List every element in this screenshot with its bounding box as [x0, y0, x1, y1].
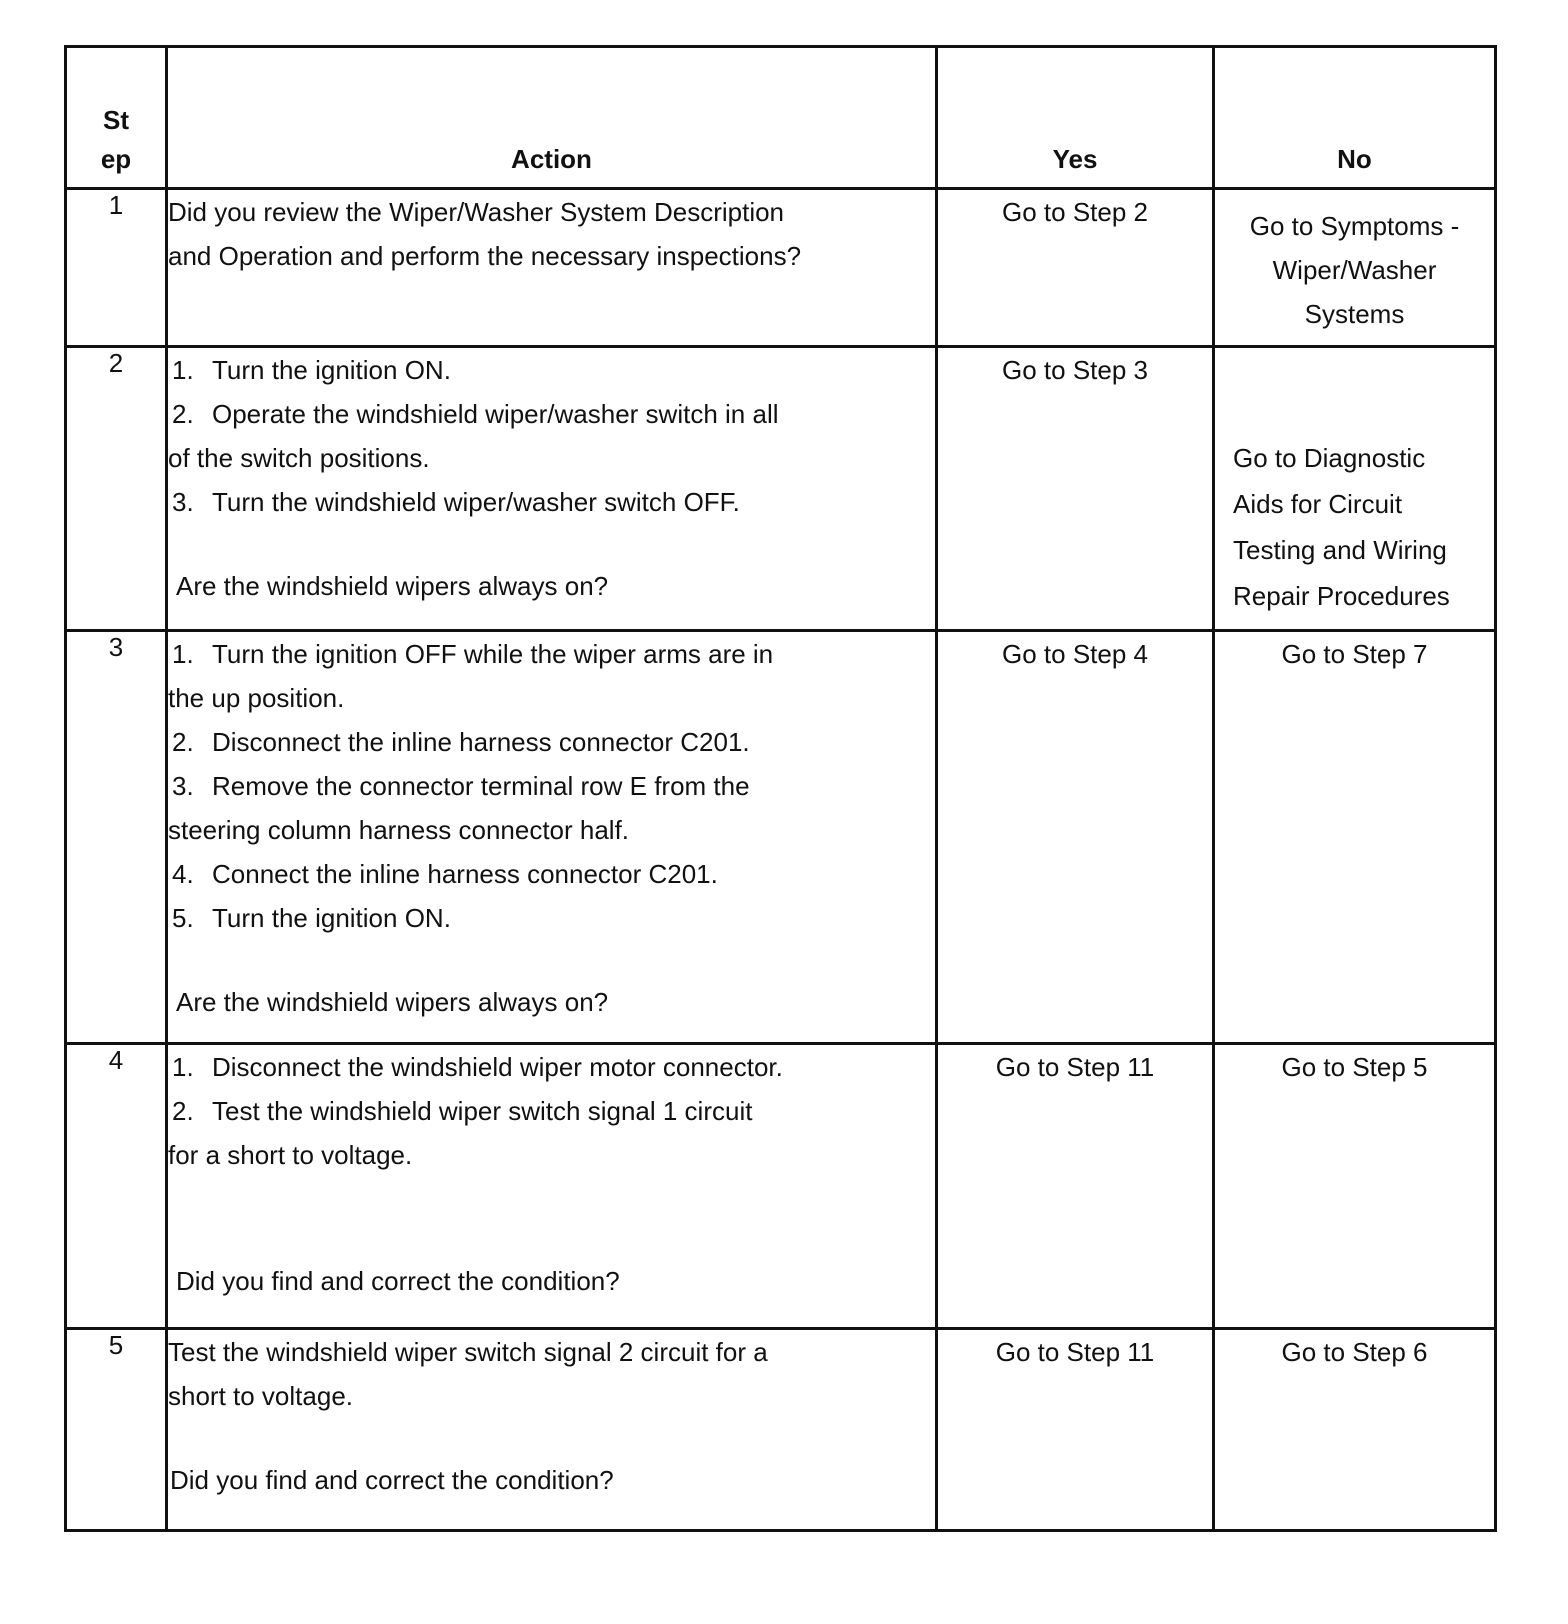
- no-line: Aids for Circuit: [1233, 489, 1403, 519]
- item-number: 5.: [172, 903, 194, 933]
- table-row: [66, 189, 1496, 347]
- action-line: and Operation and perform the necessary inspections?: [168, 241, 802, 271]
- item-number: 1.: [172, 639, 194, 669]
- action-cell: [167, 1329, 937, 1531]
- action-item-continuation: for a short to voltage.: [168, 1140, 413, 1170]
- item-text: Turn the windshield wiper/washer switch OFF.: [212, 487, 740, 517]
- action-item-continuation: steering column harness connector half.: [168, 815, 630, 845]
- action-item: [168, 1089, 935, 1133]
- table-row: [66, 1044, 1496, 1329]
- yes-cell: Go to Step 3: [937, 347, 1214, 631]
- action-question: Did you find and correct the condition?: [170, 1465, 614, 1495]
- item-text: Turn the ignition ON.: [212, 903, 451, 933]
- header-no: No: [1214, 47, 1496, 189]
- no-line: Wiper/Washer: [1272, 255, 1437, 285]
- action-item: [168, 1045, 935, 1089]
- yes-cell: Go to Step 11: [937, 1044, 1214, 1329]
- step-number: 3: [66, 631, 167, 1044]
- action-item: [168, 392, 935, 436]
- no-line: Go to Symptoms -: [1249, 211, 1460, 241]
- action-line: Did you review the Wiper/Washer System Description: [168, 197, 785, 227]
- item-text: Turn the ignition OFF while the wiper arms are in: [212, 639, 774, 669]
- header-step: [66, 47, 167, 189]
- header-action: Action: [167, 47, 937, 189]
- item-number: 3.: [172, 771, 194, 801]
- item-number: 1.: [172, 355, 194, 385]
- no-line: Repair Procedures: [1233, 581, 1450, 611]
- item-number: 2.: [172, 727, 194, 757]
- no-line: Testing and Wiring: [1233, 535, 1447, 565]
- item-number: 4.: [172, 859, 194, 889]
- no-cell: Go to Step 6: [1214, 1329, 1496, 1531]
- step-number: 4: [66, 1044, 167, 1329]
- no-line: Go to Diagnostic: [1233, 443, 1426, 473]
- item-text: Test the windshield wiper switch signal 1 circuit: [212, 1096, 753, 1126]
- action-line: Test the windshield wiper switch signal 2 circuit for a: [168, 1337, 768, 1367]
- no-cell: [1214, 347, 1496, 631]
- action-cell: [167, 189, 937, 347]
- action-item: [168, 720, 935, 764]
- item-number: 3.: [172, 487, 194, 517]
- item-number: 2.: [172, 1096, 194, 1126]
- action-cell: [167, 631, 937, 1044]
- table-row: [66, 1329, 1496, 1531]
- action-item: [168, 764, 935, 808]
- action-question: Did you find and correct the condition?: [176, 1266, 620, 1296]
- action-item: [168, 896, 935, 940]
- item-text: Disconnect the inline harness connector C201.: [212, 727, 750, 757]
- action-item: [168, 348, 935, 392]
- action-cell: [167, 1044, 937, 1329]
- table-row: [66, 631, 1496, 1044]
- action-question: Are the windshield wipers always on?: [176, 987, 609, 1017]
- yes-cell: Go to Step 2: [937, 189, 1214, 347]
- no-cell: Go to Step 5: [1214, 1044, 1496, 1329]
- table-row: [66, 347, 1496, 631]
- action-item: [168, 852, 935, 896]
- item-number: 2.: [172, 399, 194, 429]
- no-cell: [1214, 189, 1496, 347]
- action-item: [168, 632, 935, 676]
- action-line: short to voltage.: [168, 1381, 353, 1411]
- diagnostic-table: [64, 45, 1497, 1532]
- item-text: Operate the windshield wiper/washer switch in all: [212, 399, 779, 429]
- no-line: Systems: [1304, 299, 1405, 329]
- item-text: Remove the connector terminal row E from the: [212, 771, 750, 801]
- item-text: Disconnect the windshield wiper motor connector.: [212, 1052, 783, 1082]
- step-number: 5: [66, 1329, 167, 1531]
- step-number: 1: [66, 189, 167, 347]
- item-text: Turn the ignition ON.: [212, 355, 451, 385]
- header-step-line1: St: [103, 105, 129, 135]
- no-cell: Go to Step 7: [1214, 631, 1496, 1044]
- step-number: 2: [66, 347, 167, 631]
- item-text: Connect the inline harness connector C201.: [212, 859, 718, 889]
- table-header-row: [66, 47, 1496, 189]
- item-number: 1.: [172, 1052, 194, 1082]
- header-step-line2: ep: [100, 144, 132, 174]
- header-yes: Yes: [937, 47, 1214, 189]
- action-item-continuation: of the switch positions.: [168, 443, 430, 473]
- action-question: Are the windshield wipers always on?: [176, 571, 609, 601]
- action-cell: [167, 347, 937, 631]
- action-item: [168, 480, 935, 524]
- yes-cell: Go to Step 4: [937, 631, 1214, 1044]
- yes-cell: Go to Step 11: [937, 1329, 1214, 1531]
- action-item-continuation: the up position.: [168, 683, 345, 713]
